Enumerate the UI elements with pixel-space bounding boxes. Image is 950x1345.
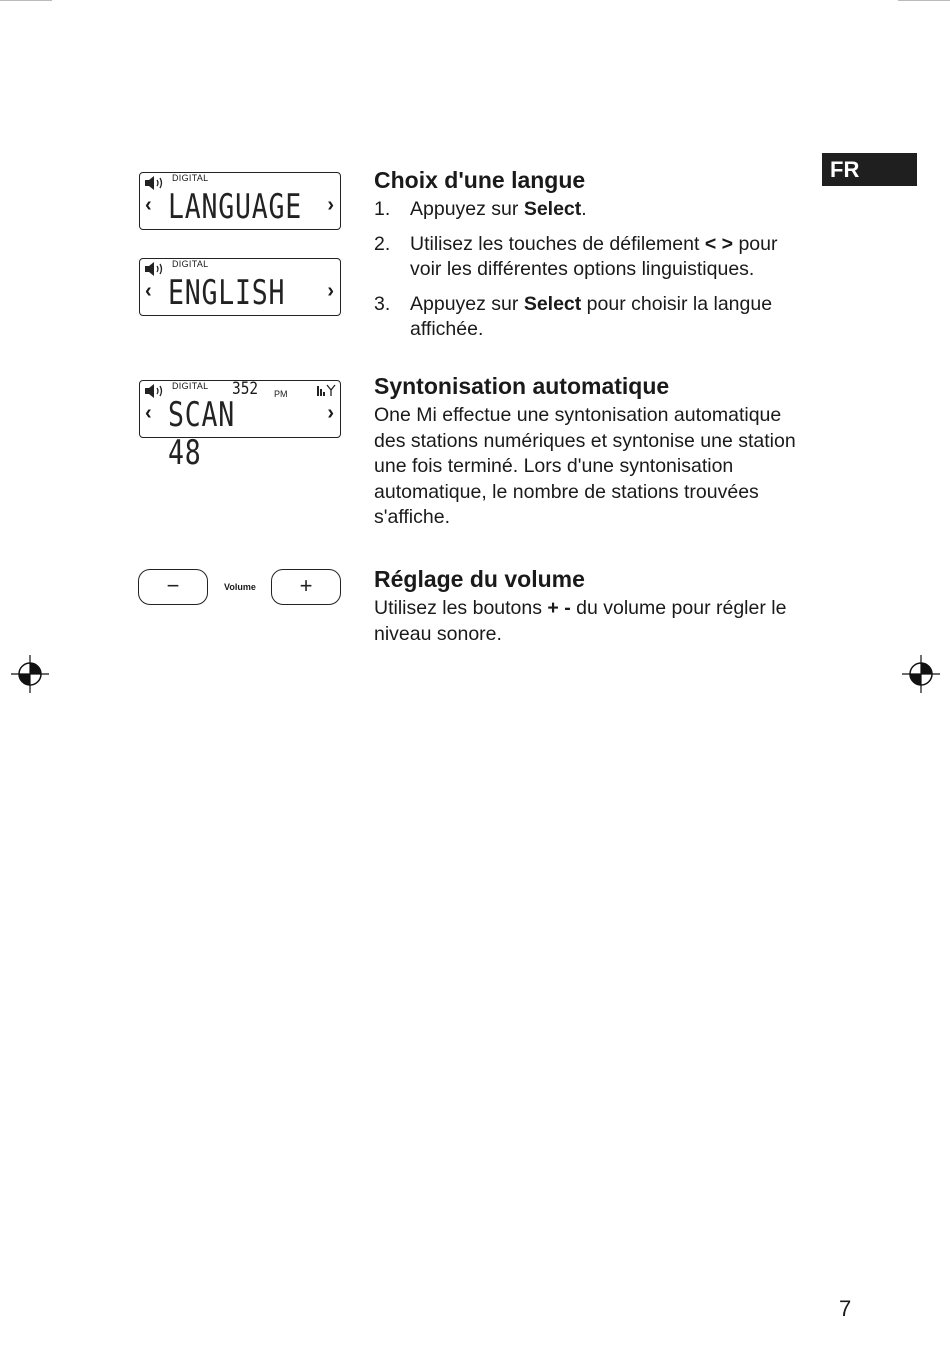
step-keyword: < > bbox=[704, 232, 734, 255]
step-keyword: Select bbox=[523, 198, 582, 220]
registration-mark-icon bbox=[11, 655, 49, 693]
left-arrow-icon: ‹ bbox=[145, 402, 152, 424]
right-arrow-icon: › bbox=[327, 194, 334, 216]
volume-down-button: − bbox=[138, 569, 208, 605]
step-number: 3. bbox=[374, 292, 391, 315]
clock-readout: 352 bbox=[232, 379, 259, 399]
step-text: . bbox=[581, 198, 587, 220]
speaker-icon bbox=[144, 262, 166, 276]
speaker-icon bbox=[144, 384, 166, 398]
pm-indicator: PM bbox=[274, 389, 288, 399]
lcd-language-display bbox=[139, 172, 341, 230]
lcd-english-display bbox=[139, 258, 341, 316]
volume-label: Volume bbox=[224, 582, 256, 592]
registration-mark-icon bbox=[902, 655, 940, 693]
volume-up-button: + bbox=[271, 569, 341, 605]
step-text: pour choisir la langue affichée. bbox=[410, 292, 773, 340]
step-number: 1. bbox=[374, 198, 391, 220]
left-arrow-icon: ‹ bbox=[145, 194, 152, 216]
signal-strength-icon bbox=[316, 384, 336, 396]
lcd-text: ENGLISH bbox=[168, 273, 286, 313]
lcd-text: LANGUAGE bbox=[168, 187, 302, 227]
lcd-text: SCAN 48 bbox=[168, 395, 235, 473]
crop-mark-right bbox=[898, 0, 950, 1]
step-text: Appuyez sur bbox=[410, 292, 524, 315]
list-item bbox=[374, 292, 814, 343]
language-section bbox=[374, 166, 814, 352]
digital-label: DIGITAL bbox=[172, 173, 209, 183]
steps-list bbox=[374, 197, 814, 343]
step-text: Utilisez les touches de défilement bbox=[410, 232, 705, 255]
digital-label: DIGITAL bbox=[172, 259, 209, 269]
step-text: Appuyez sur bbox=[410, 198, 524, 220]
right-arrow-icon: › bbox=[327, 402, 334, 424]
page-number: 7 bbox=[839, 1296, 852, 1321]
digital-label: DIGITAL bbox=[172, 381, 209, 391]
volume-section bbox=[374, 565, 814, 647]
right-arrow-icon: › bbox=[327, 280, 334, 302]
left-arrow-icon: ‹ bbox=[145, 280, 152, 302]
section-title: Syntonisation automatique bbox=[374, 373, 670, 399]
section-title: Choix d'une langue bbox=[374, 167, 586, 193]
step-number: 2. bbox=[374, 232, 391, 255]
lcd-scan-display bbox=[139, 379, 341, 473]
section-title: Réglage du volume bbox=[374, 566, 585, 592]
language-tab: FR bbox=[822, 153, 917, 186]
step-text: pour voir les différentes options linguistiques. bbox=[410, 232, 778, 280]
list-item bbox=[374, 232, 814, 283]
step-keyword: Select bbox=[523, 292, 582, 315]
list-item bbox=[374, 197, 814, 223]
autotune-section bbox=[374, 372, 814, 531]
body-text: Utilisez les boutons bbox=[374, 597, 548, 619]
speaker-icon bbox=[144, 176, 166, 190]
section-body bbox=[374, 596, 814, 647]
crop-mark-left bbox=[0, 0, 52, 1]
body-text: du volume pour régler le niveau sonore. bbox=[374, 597, 787, 645]
section-body: One Mi effectue une syntonisation automatique des stations numériques et syntonise une station une fois terminé. Lors d'une syntonisation automatique, le nombre de stations trouvées s'affiche. bbox=[374, 404, 796, 528]
body-keyword: + - bbox=[547, 597, 571, 619]
